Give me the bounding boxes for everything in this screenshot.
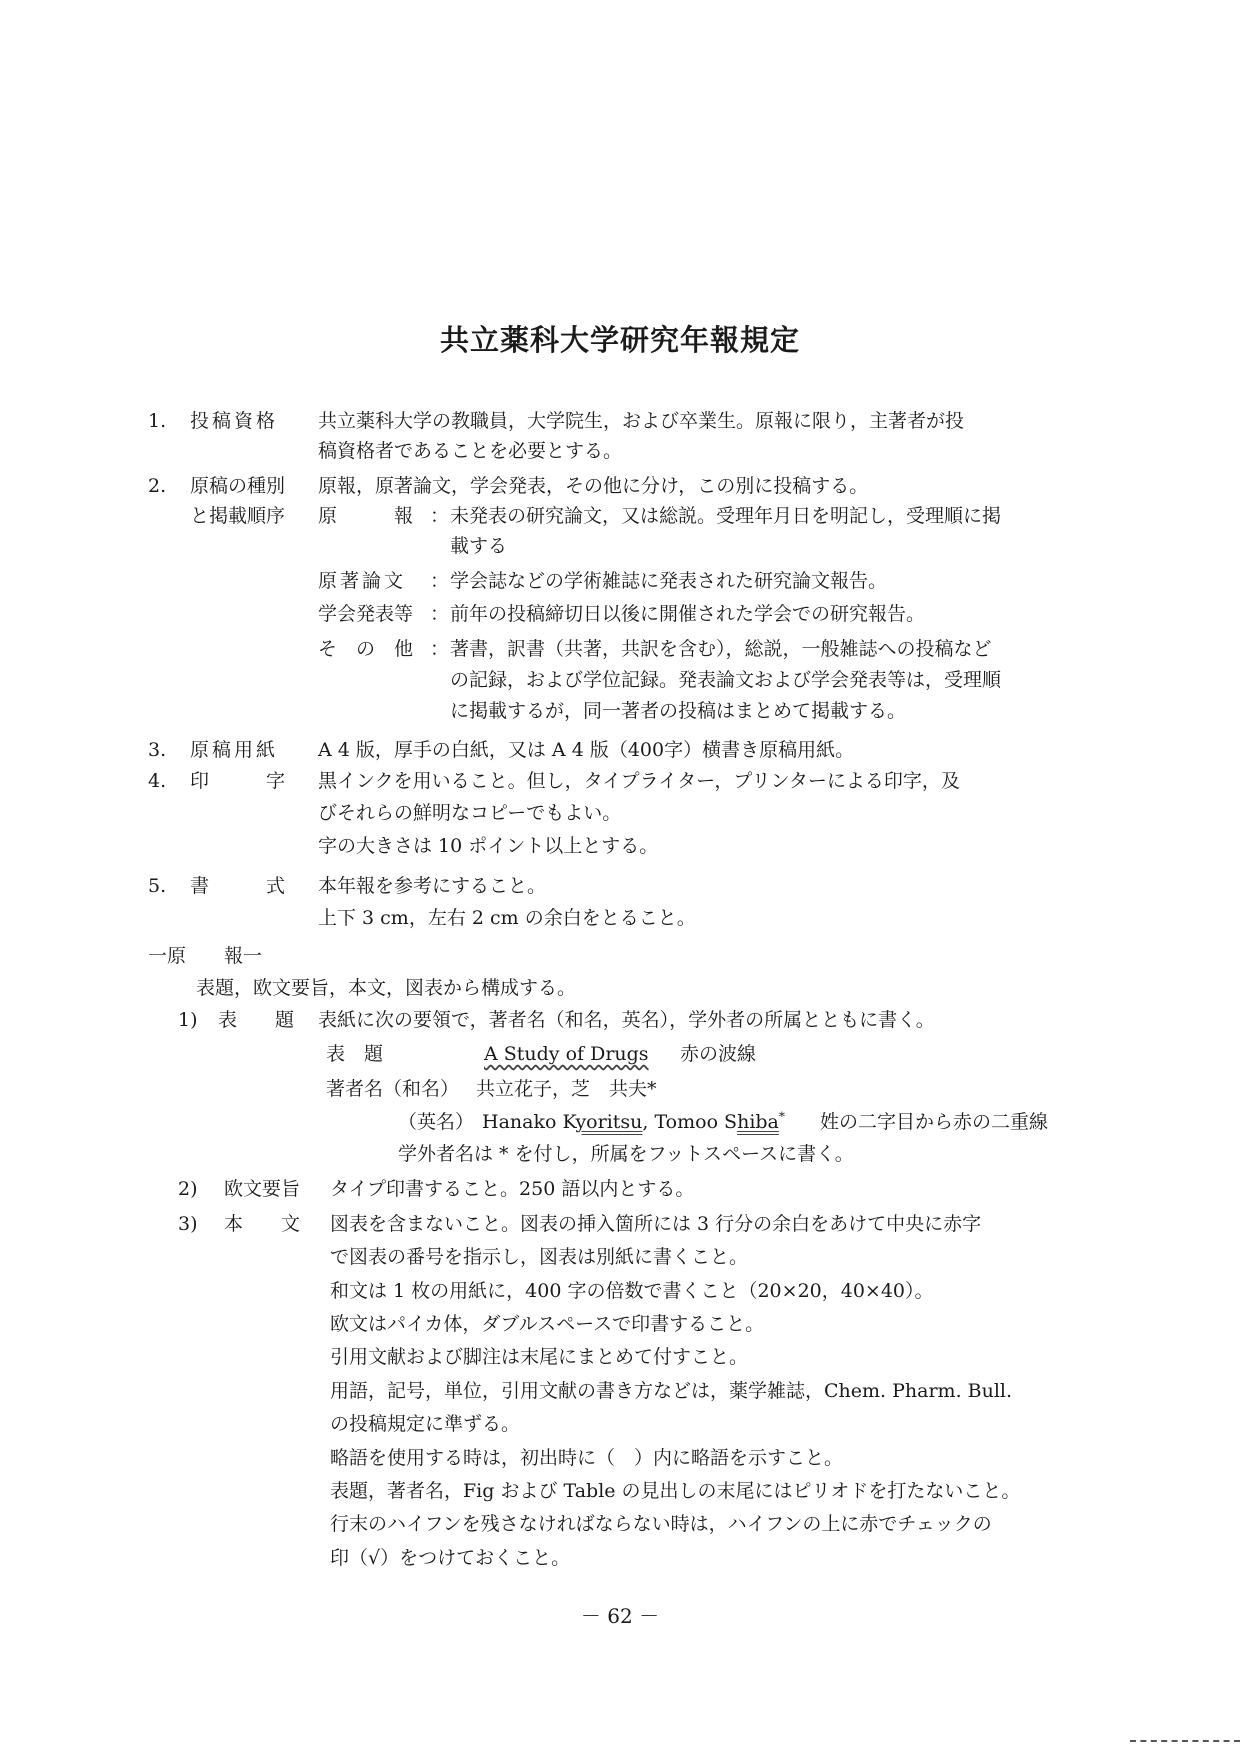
honbun-line-6: 用語，記号，単位，引用文献の書き方などは，薬学雑誌，Chem. Pharm. Bull. [330,1380,1013,1402]
author-en-surname-2: hiba [737,1111,779,1133]
item-2-label: 原稿の種別 [190,475,286,497]
item-2-sub-2-line-1: 学会誌などの学術雑誌に発表された研究論文報告。 [450,570,888,592]
example-title-label: 表 題 [326,1043,384,1065]
honbun-line-10: 行末のハイフンを残さなければならない時は，ハイフンの上に赤でチェックの [330,1513,992,1535]
item-4-number: 4. [148,770,167,792]
item-2-sub-3-line-1: 前年の投稿締切日以後に開催された学会での研究報告。 [450,603,926,625]
item-3-line-1: A 4 版，厚手の白紙，又は A 4 版（400字）横書き原稿用紙。 [318,739,855,761]
genpo-header: 一原 報一 [148,945,263,967]
item-2-sub-1-line-2: 載する [450,535,508,557]
hyodai-number: 1) [178,1009,198,1031]
author-en-label: （英名） [398,1111,475,1133]
item-3-label: 原稿用紙 [190,739,279,761]
item-4-label: 印 字 [190,770,286,792]
item-5-number: 5. [148,875,167,897]
page-title: 共立薬科大学研究年報規定 [439,323,800,357]
item-2-lead: 原報，原著論文，学会発表，その他に分け，この別に投稿する。 [318,475,869,497]
author-ja-names: 共立花子，芝 共夫* [476,1078,657,1100]
obun-number: 2) [178,1178,198,1200]
author-en-part-1: Hanako K [482,1111,576,1133]
scan-edge-rule [1130,1740,1240,1744]
item-5-line-2: 上下 3 cm，左右 2 cm の余白をとること。 [318,907,696,929]
colon: ： [430,505,450,527]
item-4-line-2: びそれらの鮮明なコピーでもよい。 [318,802,622,824]
example-title-note: 赤の波線 [680,1043,757,1065]
item-2-label-2: と掲載順序 [190,505,286,527]
item-2-sub-4-line-2: の記録，および学位記録。発表論文および学会発表等は，受理順 [450,669,1002,691]
item-2-sub-1-label: 原 報 [318,505,414,527]
item-1-label: 投稿資格 [190,410,279,432]
item-4-line-3: 字の大きさは 10 ポイント以上とする。 [318,835,659,857]
item-1-number: 1. [148,410,167,432]
obun-label: 欧文要旨 [224,1178,301,1200]
item-1-line-2: 稿資格者であることを必要とする。 [318,440,623,462]
honbun-line-7: の投稿規定に準ずる。 [330,1413,521,1435]
item-5-line-1: 本年報を参考にすること。 [318,875,547,897]
colon: ： [430,638,450,660]
colon: ： [430,570,450,592]
hyodai-label: 表 題 [218,1009,295,1031]
author-en-names [482,1109,785,1135]
honbun-line-8: 略語を使用する時は，初出時に（ ）内に略語を示すこと。 [330,1447,844,1469]
external-author-note: 学外者名は * を付し，所属をフットスペースに書く。 [398,1143,854,1165]
item-2-sub-4-label: そ の 他 [318,638,414,660]
colon: ： [430,603,450,625]
author-en-surname-1: yoritsu [575,1111,643,1133]
genpo-intro: 表題，欧文要旨，本文，図表から構成する。 [196,977,577,999]
author-en-note: 姓の二字目から赤の二重線 [820,1111,1049,1133]
hyodai-lead: 表紙に次の要領で，著者名（和名，英名），学外者の所属とともに書く。 [318,1009,935,1031]
author-ja-label: 著者名（和名） [326,1078,460,1100]
author-en-part-2: , Tomoo S [642,1111,738,1133]
author-en-mark: * [778,1109,785,1124]
item-2-sub-2-label: 原著論文 [318,570,407,592]
item-2-sub-3-label: 学会発表等 [318,603,414,625]
item-1-line-1: 共立薬科大学の教職員，大学院生，および卒業生。原報に限り，主著者が投 [318,410,965,432]
obun-line-1: タイプ印書すること。250 語以内とする。 [330,1178,695,1200]
page-number: － 62 － [580,1604,660,1628]
item-2-sub-4-line-1: 著書，訳書（共著，共訳を含む），総説，一般雑誌への投稿など [450,638,992,660]
item-5-label: 書 式 [190,875,286,897]
honbun-label: 本 文 [224,1213,301,1235]
item-3-number: 3. [148,739,167,761]
honbun-line-2: で図表の番号を指示し，図表は別紙に書くこと。 [330,1246,749,1268]
honbun-line-11: 印（√）をつけておくこと。 [330,1547,571,1569]
honbun-line-3: 和文は 1 枚の用紙に，400 字の倍数で書くこと（20×20，40×40）。 [330,1280,934,1302]
item-4-line-1: 黒インクを用いること。但し，タイプライター，プリンターによる印字，及 [318,770,960,792]
item-2-sub-4-line-3: に掲載するが，同一著者の投稿はまとめて掲載する。 [450,700,907,722]
honbun-line-4: 欧文はパイカ体，ダブルスペースで印書すること。 [330,1313,765,1335]
honbun-line-9: 表題，著者名，Fig および Table の見出しの末尾にはピリオドを打たないこと。 [330,1480,1021,1502]
item-2-sub-1-line-1: 未発表の研究論文，又は総説。受理年月日を明記し，受理順に掲 [450,505,1002,527]
honbun-line-1: 図表を含まないこと。図表の挿入箇所には 3 行分の余白をあけて中央に赤字 [330,1213,982,1235]
honbun-number: 3) [178,1213,198,1235]
example-title-english: A Study of Drugs [484,1043,649,1065]
item-2-number: 2. [148,475,167,497]
honbun-line-5: 引用文献および脚注は末尾にまとめて付すこと。 [330,1346,749,1368]
